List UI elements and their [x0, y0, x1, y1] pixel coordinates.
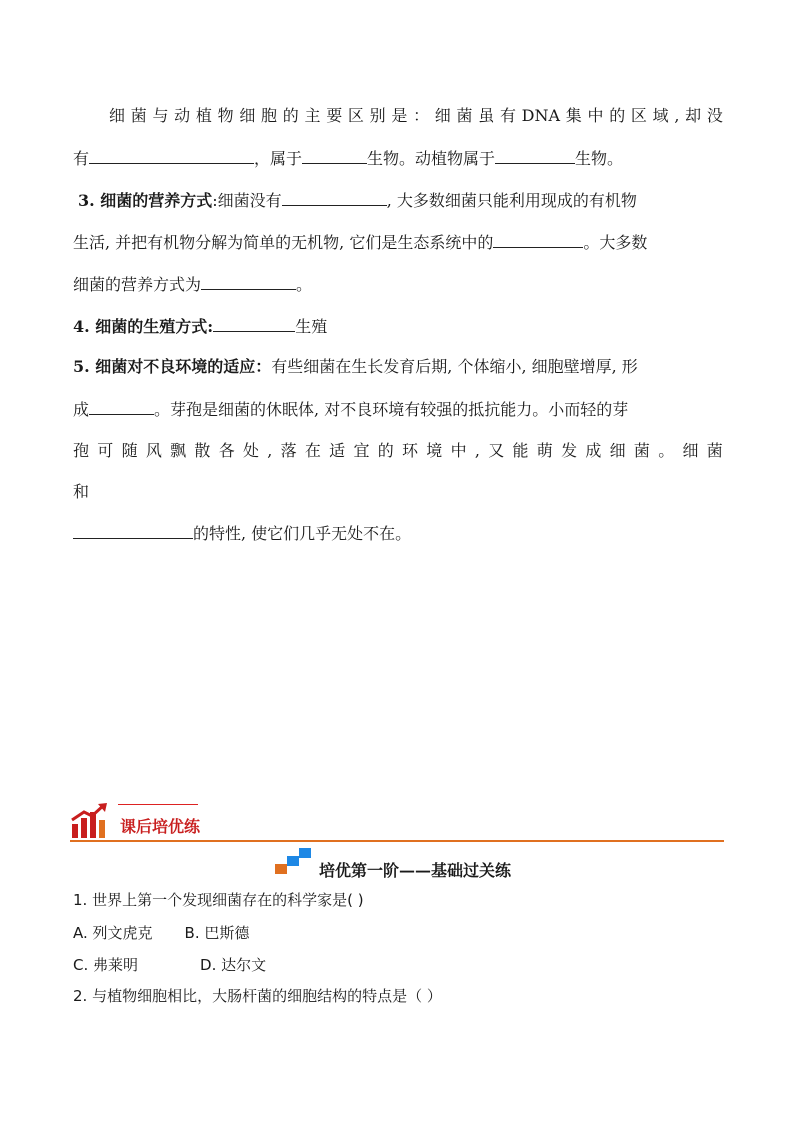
text-char: 宜 [353, 441, 370, 460]
text-char: 境 [426, 441, 443, 460]
p4-heading: 4. 细菌的生殖方式 [73, 317, 208, 336]
text-char: 落 [280, 441, 297, 460]
text-char: , [267, 441, 273, 460]
text-char: 细 [239, 106, 256, 125]
p1-line1 [109, 106, 723, 126]
p1-line2: 有 ，属于 生物。动植物属于 生物。 [73, 149, 624, 168]
text-char: 植 [195, 106, 212, 125]
section-title: 课后培优练 [120, 817, 201, 836]
option-d[interactable]: D. 达尔文 [200, 956, 267, 974]
text-char: 环 [402, 441, 419, 460]
text-char: 区 [347, 106, 364, 125]
question-1-options-row1 [73, 923, 249, 943]
p4-line: 4. 细菌的生殖方式: 生殖 [73, 317, 328, 336]
section-header [70, 800, 724, 844]
text-char: 的 [282, 106, 299, 125]
blank[interactable] [89, 148, 254, 164]
text-char: 没 [706, 106, 723, 125]
section-divider [70, 840, 724, 842]
text-char: DNA [521, 106, 561, 125]
p5-heading: 5. 细菌对不良环境的适应： [73, 357, 272, 376]
text-char: 要 [326, 106, 343, 125]
text-char: 菌 [130, 106, 147, 125]
text-char: 在 [304, 441, 321, 460]
chart-up-icon [70, 802, 110, 840]
text-char: 菌 [706, 441, 723, 460]
text-char: 域 [652, 106, 669, 125]
text-char: 适 [329, 441, 346, 460]
question-2: 2. 与植物细胞相比，大肠杆菌的细胞结构的特点是（ ） [73, 987, 442, 1005]
sub-section-title: 培优第一阶——基础过关练 [318, 861, 511, 880]
p3-line3: 细菌的营养方式为 。 [73, 275, 313, 294]
option-c[interactable]: C. 弗莱明 [73, 956, 139, 974]
blank[interactable] [89, 399, 154, 415]
text-char: 胞 [261, 106, 278, 125]
text-char: 的 [377, 441, 394, 460]
p3-heading: 3. 细菌的营养方式 [78, 191, 213, 210]
blank[interactable] [213, 316, 295, 332]
text-char: 集 [565, 106, 582, 125]
text-char: 孢 [73, 441, 90, 460]
text-char: 随 [121, 441, 138, 460]
text-char: 却 [685, 106, 702, 125]
text-char: 区 [630, 106, 647, 125]
text-char: 中 [450, 441, 467, 460]
text-char: 细 [109, 106, 126, 125]
p5-line1: 5. 细菌对不良环境的适应：有些细菌在生长发育后期, 个体缩小, 细胞壁增厚, 形 [73, 357, 638, 376]
text-char: 发 [561, 441, 578, 460]
text-char: 动 [174, 106, 191, 125]
p3-line2: 生活, 并把有机物分解为简单的无机物, 它们是生态系统中的 。大多数 [73, 233, 648, 252]
text-char: 菌 [633, 441, 650, 460]
text-char: 与 [152, 106, 169, 125]
blank[interactable] [302, 148, 367, 164]
text-char: 可 [97, 441, 114, 460]
text-char: 是 [391, 106, 408, 125]
text-char: 细 [682, 441, 699, 460]
option-a[interactable]: A. 列文虎克 [73, 924, 153, 942]
text-char: 有 [499, 106, 516, 125]
p5-line4: 和 [73, 482, 90, 501]
text-char: 细 [609, 441, 626, 460]
text-char: 风 [145, 441, 162, 460]
text-char: 散 [194, 441, 211, 460]
text-char: 虽 [478, 106, 495, 125]
text-char: 物 [217, 106, 234, 125]
text-char: 成 [585, 441, 602, 460]
text-char: 的 [609, 106, 626, 125]
question-1-options-row2 [73, 955, 266, 975]
text-char: 处 [242, 441, 259, 460]
text-char: 。 [658, 441, 675, 460]
p5-line3 [73, 441, 723, 461]
p5-line5: 的特性, 使它们几乎无处不在。 [73, 523, 411, 544]
blank[interactable] [73, 523, 193, 539]
blank[interactable] [493, 232, 583, 248]
text-char: 飘 [170, 441, 187, 460]
option-b[interactable]: B. 巴斯德 [184, 924, 250, 942]
text-char: 菌 [456, 106, 473, 125]
text-char: , [474, 441, 480, 460]
p3-line1: 3. 细菌的营养方式:细菌没有 , 大多数细菌只能利用现成的有机物 [78, 191, 637, 210]
text-char: 中 [587, 106, 604, 125]
p5-line2: 成 。芽孢是细菌的休眠体, 对不良环境有较强的抵抗能力。小而轻的芽 [73, 400, 629, 419]
section-accent-line [118, 804, 198, 805]
text-char: 能 [512, 441, 529, 460]
text-char: 主 [304, 106, 321, 125]
blank[interactable] [201, 274, 296, 290]
text-char: , [674, 106, 680, 125]
text-char: 又 [488, 441, 505, 460]
text-char: 萌 [536, 441, 553, 460]
text-char: 细 [434, 106, 451, 125]
text-char: 别 [369, 106, 386, 125]
text-char: 各 [218, 441, 235, 460]
blank[interactable] [495, 148, 575, 164]
text-char: ： [413, 106, 430, 125]
blank[interactable] [282, 190, 387, 206]
question-1: 1. 世界上第一个发现细菌存在的科学家是( ) [73, 891, 364, 909]
